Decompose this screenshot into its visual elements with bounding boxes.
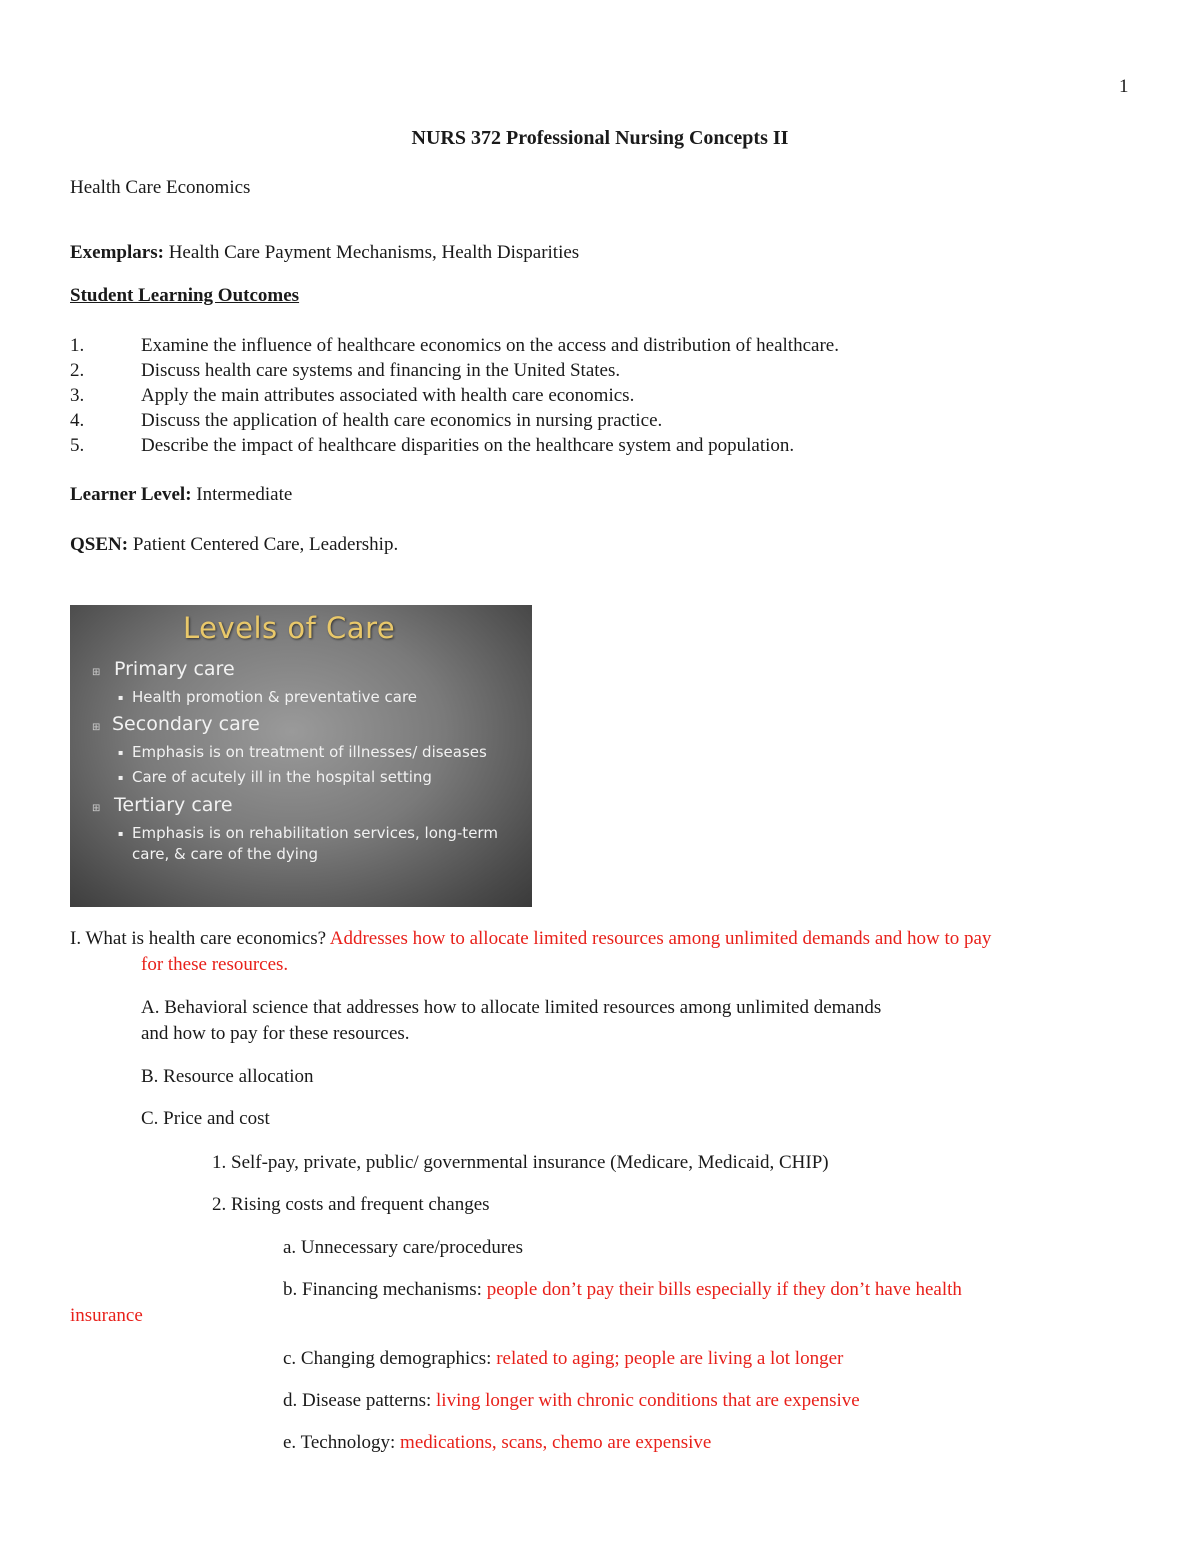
bullet-icon: ▪	[118, 773, 124, 782]
outcome-number: 3.	[70, 385, 85, 406]
page-number: 1	[1119, 76, 1129, 97]
bullet-icon: ▪	[118, 748, 124, 757]
square-bullet-icon: ⊞	[92, 803, 101, 814]
outcome-text: Describe the impact of healthcare disparities on the healthcare system and population.	[141, 435, 795, 456]
slide-tertiary-care: Tertiary care	[114, 794, 233, 816]
learner-level-value: Intermediate	[196, 484, 293, 505]
slide-primary-item: Health promotion & preventative care	[132, 688, 418, 706]
square-bullet-icon: ⊞	[92, 722, 101, 733]
outline-q1	[70, 926, 991, 952]
outline-c2: 2. Rising costs and frequent changes	[212, 1194, 490, 1215]
slide-tertiary-item: Emphasis is on rehabilitation services, long-term	[132, 824, 498, 842]
outline-c2c	[283, 1346, 843, 1372]
bullet-icon: ▪	[118, 693, 124, 702]
outline-q1-answer: Addresses how to allocate limited resources among unlimited demands and how to pay	[329, 928, 992, 949]
outline-c2b-note: people don’t pay their bills especially if they don’t have health	[486, 1279, 962, 1300]
slide-secondary-item: Care of acutely ill in the hospital setting	[132, 768, 432, 786]
square-bullet-icon: ⊞	[92, 667, 101, 678]
outline-b: B. Resource allocation	[141, 1066, 314, 1087]
outline-c2d-label: d. Disease patterns:	[283, 1390, 437, 1411]
qsen-line	[70, 532, 398, 558]
outline-q1-question: I. What is health care economics?	[70, 928, 330, 949]
outcome-text: Examine the influence of healthcare economics on the access and distribution of healthcare.	[141, 335, 839, 356]
exemplars-line	[70, 240, 579, 266]
slide-tertiary-item-cont: care, & care of the dying	[132, 845, 318, 863]
outline-c2c-note: related to aging; people are living a lot longer	[496, 1348, 844, 1369]
learner-level-line	[70, 482, 292, 508]
outcomes-heading: Student Learning Outcomes	[70, 285, 300, 306]
outline-c1: 1. Self-pay, private, public/ governmental insurance (Medicare, Medicaid, CHIP)	[212, 1152, 829, 1173]
outline-c: C. Price and cost	[141, 1108, 270, 1129]
slide-title: Levels of Care	[183, 611, 396, 645]
exemplars-label: Exemplars:	[70, 242, 164, 263]
outcome-number: 5.	[70, 435, 85, 456]
outline-q1-answer-cont: for these resources.	[141, 954, 289, 975]
learner-level-label: Learner Level:	[70, 484, 192, 505]
slide-primary-care: Primary care	[114, 658, 235, 680]
outline-c2c-label: c. Changing demographics:	[283, 1348, 497, 1369]
slide-secondary-care: Secondary care	[112, 713, 260, 735]
slide-secondary-item: Emphasis is on treatment of illnesses/ diseases	[132, 743, 487, 761]
levels-of-care-slide	[70, 605, 532, 907]
outcome-number: 1.	[70, 335, 85, 356]
outcome-number: 2.	[70, 360, 85, 381]
outline-c2a: a. Unnecessary care/procedures	[283, 1237, 524, 1258]
outline-c2d	[283, 1388, 860, 1414]
outcome-number: 4.	[70, 410, 85, 431]
outline-a: A. Behavioral science that addresses how to allocate limited resources among unlimited demands	[141, 997, 882, 1018]
qsen-label: QSEN:	[70, 534, 129, 555]
outcome-text: Discuss health care systems and financing in the United States.	[141, 360, 621, 381]
course-title: NURS 372 Professional Nursing Concepts II	[411, 127, 789, 149]
outcome-text: Discuss the application of health care economics in nursing practice.	[141, 410, 663, 431]
qsen-value: Patient Centered Care, Leadership.	[132, 534, 399, 555]
outline-c2b-note-cont: insurance	[70, 1305, 143, 1326]
outline-c2e	[283, 1430, 711, 1456]
outline-a-cont: and how to pay for these resources.	[141, 1023, 410, 1044]
topic-heading: Health Care Economics	[70, 177, 251, 198]
outline-c2b-label: b. Financing mechanisms:	[283, 1279, 487, 1300]
exemplars-value: Health Care Payment Mechanisms, Health Disparities	[168, 242, 580, 263]
outline-c2b	[283, 1277, 962, 1303]
outline-c2d-note: living longer with chronic conditions that are expensive	[436, 1390, 860, 1411]
outline-c2e-note: medications, scans, chemo are expensive	[400, 1432, 712, 1453]
bullet-icon: ▪	[118, 829, 124, 838]
outline-c2e-label: e. Technology:	[283, 1432, 401, 1453]
outcome-text: Apply the main attributes associated with health care economics.	[141, 385, 635, 406]
